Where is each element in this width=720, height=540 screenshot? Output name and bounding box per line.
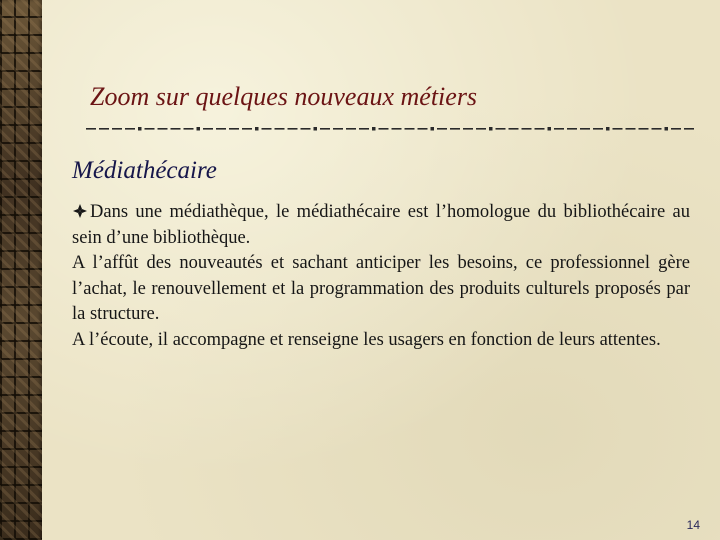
divider-dash bbox=[216, 128, 226, 130]
divider-dot bbox=[606, 127, 610, 131]
divider-dash bbox=[346, 128, 356, 130]
divider-dash bbox=[476, 128, 486, 130]
divider-dot bbox=[197, 127, 201, 131]
paragraph-3: A l’écoute, il accompagne et renseigne les usagers en fonction de leurs attentes. bbox=[72, 329, 661, 350]
divider-dot bbox=[665, 127, 669, 131]
divider-dot bbox=[431, 127, 435, 131]
divider-dash bbox=[554, 128, 564, 130]
divider-dot bbox=[489, 127, 493, 131]
divider-dash bbox=[158, 128, 168, 130]
divider-dash bbox=[652, 128, 662, 130]
divider-dash bbox=[301, 128, 311, 130]
dashed-divider bbox=[86, 122, 696, 136]
divider-dash bbox=[580, 128, 590, 130]
divider-dash bbox=[171, 128, 181, 130]
decorative-texture-strip bbox=[0, 0, 42, 540]
divider-dot bbox=[372, 127, 376, 131]
divider-dash bbox=[405, 128, 415, 130]
divider-dot bbox=[138, 127, 142, 131]
divider-dash bbox=[463, 128, 473, 130]
divider-dash bbox=[613, 128, 623, 130]
paragraph-1 bbox=[72, 200, 690, 251]
divider-dot bbox=[314, 127, 318, 131]
divider-dash bbox=[320, 128, 330, 130]
divider-dot bbox=[255, 127, 259, 131]
divider-dash bbox=[496, 128, 506, 130]
divider-dash bbox=[125, 128, 135, 130]
divider-dash bbox=[333, 128, 343, 130]
divider-dash bbox=[184, 128, 194, 130]
slide-title: Zoom sur quelques nouveaux métiers bbox=[90, 82, 478, 111]
divider-dash bbox=[522, 128, 532, 130]
paragraph-2: A l’affût des nouveautés et sachant anticiper les besoins, ce professionnel gère l’achat, le renouvellement et la programmation des produits culturels proposés par la structure. bbox=[72, 253, 690, 324]
divider-dash bbox=[509, 128, 519, 130]
divider-dash bbox=[288, 128, 298, 130]
divider-dash bbox=[262, 128, 272, 130]
divider-dash bbox=[450, 128, 460, 130]
divider-dash bbox=[145, 128, 155, 130]
divider-dash bbox=[437, 128, 447, 130]
diamond-bullet-icon bbox=[72, 203, 88, 219]
divider-dash bbox=[242, 128, 252, 130]
divider-dash bbox=[99, 128, 109, 130]
page-number: 14 bbox=[686, 518, 700, 532]
body-text bbox=[72, 200, 690, 353]
divider-dash bbox=[535, 128, 545, 130]
divider-dash bbox=[229, 128, 239, 130]
divider-dash bbox=[392, 128, 402, 130]
section-subtitle: Médiathécaire bbox=[72, 157, 217, 184]
divider-dash bbox=[379, 128, 389, 130]
divider-dash bbox=[567, 128, 577, 130]
divider-dash bbox=[593, 128, 603, 130]
divider-dash bbox=[275, 128, 285, 130]
divider-dash bbox=[626, 128, 636, 130]
divider-dash bbox=[684, 128, 694, 130]
divider-dash bbox=[359, 128, 369, 130]
paragraph-1-text: Dans une médiathèque, le médiathécaire est l’homologue du bibliothécaire au sein d’une bibliothèque. bbox=[72, 202, 690, 248]
divider-dot bbox=[548, 127, 552, 131]
divider-dash bbox=[203, 128, 213, 130]
divider-dash bbox=[112, 128, 122, 130]
divider-dash bbox=[86, 128, 96, 130]
divider-dash bbox=[639, 128, 649, 130]
divider-dash bbox=[418, 128, 428, 130]
divider-dash bbox=[671, 128, 681, 130]
